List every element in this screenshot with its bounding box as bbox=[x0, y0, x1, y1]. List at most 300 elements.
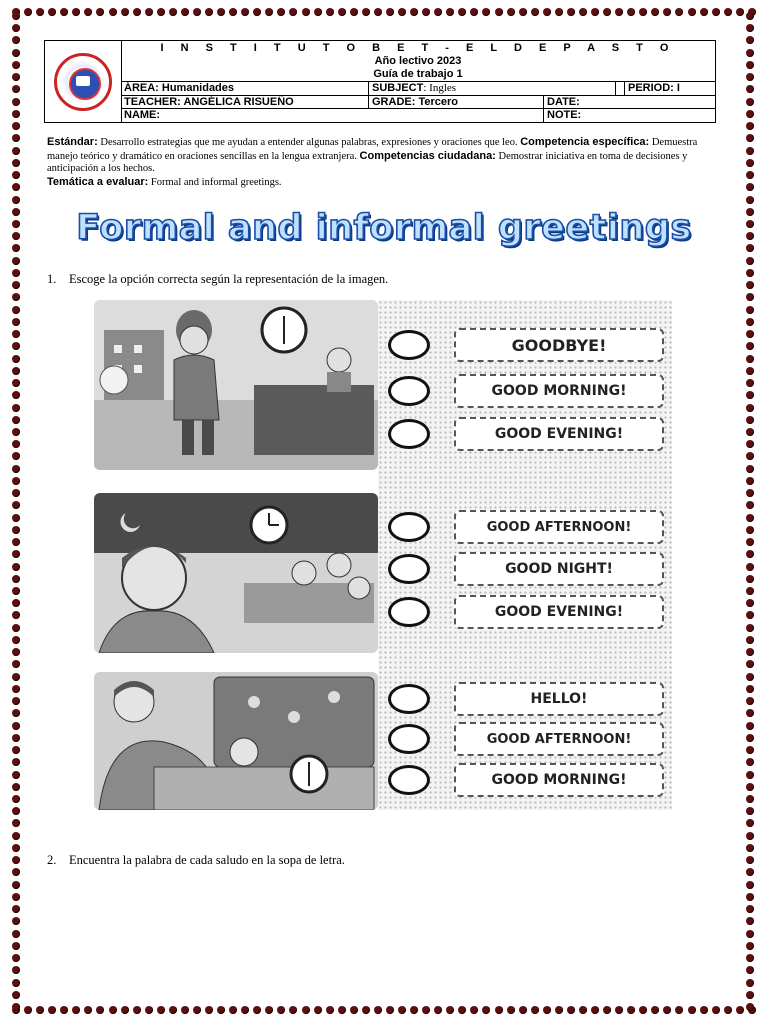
border-dot bbox=[12, 563, 20, 571]
border-dot bbox=[746, 36, 754, 44]
illustrations bbox=[94, 300, 378, 810]
border-dot bbox=[12, 795, 20, 803]
border-dot bbox=[12, 61, 20, 69]
border-dot bbox=[12, 293, 20, 301]
border-dot bbox=[746, 220, 754, 228]
border-dot bbox=[663, 1006, 671, 1014]
border-dot bbox=[60, 1006, 68, 1014]
border-dot bbox=[746, 746, 754, 754]
border-dot bbox=[712, 1006, 720, 1014]
border-dot bbox=[422, 1006, 430, 1014]
border-dot bbox=[746, 856, 754, 864]
option-row[interactable] bbox=[386, 416, 668, 452]
border-dot bbox=[627, 1006, 635, 1014]
border-dot bbox=[12, 844, 20, 852]
border-dot bbox=[746, 599, 754, 607]
border-dot bbox=[169, 8, 177, 16]
border-dot bbox=[746, 991, 754, 999]
border-dot bbox=[398, 8, 406, 16]
question-1: 1. Escoge la opción correcta según la representación de la imagen. bbox=[47, 272, 389, 286]
border-dot bbox=[326, 8, 334, 16]
border-dot bbox=[229, 8, 237, 16]
border-dot bbox=[12, 942, 20, 950]
border-dot bbox=[36, 1006, 44, 1014]
border-dot bbox=[746, 575, 754, 583]
border-dot bbox=[12, 489, 20, 497]
border-dot bbox=[314, 1006, 322, 1014]
border-dot bbox=[253, 8, 261, 16]
border-dot bbox=[746, 183, 754, 191]
border-dot bbox=[12, 893, 20, 901]
border-dot bbox=[746, 844, 754, 852]
note-cell: NOTE: bbox=[547, 109, 582, 121]
border-dot bbox=[746, 306, 754, 314]
border-dot bbox=[12, 232, 20, 240]
border-dot bbox=[12, 624, 20, 632]
border-dot bbox=[12, 587, 20, 595]
border-dot bbox=[12, 134, 20, 142]
border-dot bbox=[12, 1003, 20, 1011]
border-dot bbox=[12, 416, 20, 424]
border-dot bbox=[12, 122, 20, 130]
border-dot bbox=[12, 868, 20, 876]
border-dot bbox=[60, 8, 68, 16]
border-dot bbox=[181, 1006, 189, 1014]
border-dot bbox=[746, 85, 754, 93]
border-dot bbox=[12, 807, 20, 815]
border-dot bbox=[84, 8, 92, 16]
border-dot bbox=[12, 49, 20, 57]
border-dot bbox=[746, 563, 754, 571]
border-dot bbox=[746, 147, 754, 155]
border-dot bbox=[121, 8, 129, 16]
border-dot bbox=[746, 722, 754, 730]
border-dot bbox=[724, 1006, 732, 1014]
border-dot bbox=[746, 428, 754, 436]
border-dot bbox=[746, 134, 754, 142]
border-bottom bbox=[12, 1006, 756, 1016]
border-dot bbox=[746, 330, 754, 338]
border-dot bbox=[746, 24, 754, 32]
option-row[interactable] bbox=[386, 594, 668, 630]
border-dot bbox=[386, 8, 394, 16]
border-dot bbox=[326, 1006, 334, 1014]
border-dot bbox=[746, 979, 754, 987]
border-dot bbox=[96, 1006, 104, 1014]
border-dot bbox=[36, 8, 44, 16]
border-dot bbox=[746, 709, 754, 717]
grade-cell: GRADE: Tercero bbox=[369, 96, 544, 109]
border-dot bbox=[12, 452, 20, 460]
border-dot bbox=[12, 660, 20, 668]
border-dot bbox=[675, 8, 683, 16]
border-dot bbox=[350, 1006, 358, 1014]
border-dot bbox=[12, 159, 20, 167]
border-dot bbox=[482, 8, 490, 16]
border-dot bbox=[434, 1006, 442, 1014]
border-dot bbox=[109, 1006, 117, 1014]
border-dot bbox=[374, 8, 382, 16]
border-dot bbox=[169, 1006, 177, 1014]
border-dot bbox=[746, 501, 754, 509]
border-dot bbox=[12, 611, 20, 619]
border-dot bbox=[746, 917, 754, 925]
border-dot bbox=[48, 8, 56, 16]
border-dot bbox=[398, 1006, 406, 1014]
border-dot bbox=[651, 1006, 659, 1014]
answer-bubble[interactable] bbox=[388, 554, 430, 584]
border-dot bbox=[386, 1006, 394, 1014]
border-dot bbox=[109, 8, 117, 16]
area-cell: ÁREA: Humanidades bbox=[121, 82, 369, 95]
answer-bubble[interactable] bbox=[388, 597, 430, 627]
border-dot bbox=[12, 771, 20, 779]
border-dot bbox=[507, 1006, 515, 1014]
border-dot bbox=[289, 8, 297, 16]
border-dot bbox=[302, 8, 310, 16]
border-dot bbox=[746, 905, 754, 913]
option-label: GOOD MORNING! bbox=[454, 763, 664, 797]
border-dot bbox=[603, 8, 611, 16]
border-dot bbox=[362, 8, 370, 16]
border-dot bbox=[12, 24, 20, 32]
border-dot bbox=[24, 1006, 32, 1014]
border-dot bbox=[746, 367, 754, 375]
school-logo bbox=[54, 53, 112, 111]
border-dot bbox=[746, 807, 754, 815]
border-dot bbox=[338, 8, 346, 16]
border-dot bbox=[446, 8, 454, 16]
border-dot bbox=[746, 355, 754, 363]
border-dot bbox=[12, 783, 20, 791]
border-dot bbox=[746, 966, 754, 974]
matching-exercise bbox=[94, 300, 672, 810]
answer-bubble[interactable] bbox=[388, 376, 430, 406]
border-dot bbox=[12, 758, 20, 766]
border-dot bbox=[12, 514, 20, 522]
border-dot bbox=[241, 8, 249, 16]
border-dot bbox=[688, 1006, 696, 1014]
border-dot bbox=[12, 905, 20, 913]
border-dot bbox=[591, 1006, 599, 1014]
border-dot bbox=[12, 208, 20, 216]
border-dot bbox=[12, 501, 20, 509]
border-dot bbox=[181, 8, 189, 16]
border-dot bbox=[12, 550, 20, 558]
border-dot bbox=[555, 8, 563, 16]
border-dot bbox=[338, 1006, 346, 1014]
border-dot bbox=[746, 232, 754, 240]
border-dot bbox=[193, 1006, 201, 1014]
border-dot bbox=[746, 930, 754, 938]
border-dot bbox=[746, 489, 754, 497]
border-dot bbox=[12, 110, 20, 118]
border-dot bbox=[555, 1006, 563, 1014]
border-dot bbox=[567, 1006, 575, 1014]
border-dot bbox=[12, 917, 20, 925]
border-dot bbox=[746, 477, 754, 485]
border-dot bbox=[72, 8, 80, 16]
border-dot bbox=[470, 1006, 478, 1014]
border-dot bbox=[12, 832, 20, 840]
option-label: GOODBYE! bbox=[454, 328, 664, 362]
option-row[interactable] bbox=[386, 327, 668, 363]
border-dot bbox=[712, 8, 720, 16]
option-label: HELLO! bbox=[454, 682, 664, 716]
border-dot bbox=[12, 673, 20, 681]
border-dot bbox=[12, 709, 20, 717]
border-dot bbox=[615, 8, 623, 16]
border-dot bbox=[688, 8, 696, 16]
answer-bubble[interactable] bbox=[388, 765, 430, 795]
border-dot bbox=[12, 85, 20, 93]
border-dot bbox=[746, 1003, 754, 1011]
border-dot bbox=[217, 1006, 225, 1014]
border-dot bbox=[746, 685, 754, 693]
border-dot bbox=[531, 1006, 539, 1014]
border-dot bbox=[12, 196, 20, 204]
border-dot bbox=[746, 171, 754, 179]
border-dot bbox=[615, 1006, 623, 1014]
border-dot bbox=[746, 281, 754, 289]
border-dot bbox=[746, 673, 754, 681]
border-dot bbox=[519, 1006, 527, 1014]
answer-bubble[interactable] bbox=[388, 684, 430, 714]
option-row[interactable] bbox=[386, 551, 668, 587]
border-dot bbox=[12, 648, 20, 656]
border-dot bbox=[410, 8, 418, 16]
border-dot bbox=[603, 1006, 611, 1014]
border-dot bbox=[746, 624, 754, 632]
border-dot bbox=[12, 734, 20, 742]
border-dot bbox=[12, 440, 20, 448]
border-dot bbox=[746, 208, 754, 216]
border-dot bbox=[48, 1006, 56, 1014]
border-dot bbox=[482, 1006, 490, 1014]
border-dot bbox=[746, 648, 754, 656]
border-dot bbox=[746, 318, 754, 326]
border-dot bbox=[746, 110, 754, 118]
border-dot bbox=[746, 697, 754, 705]
option-label: GOOD MORNING! bbox=[454, 374, 664, 408]
border-dot bbox=[12, 73, 20, 81]
border-dot bbox=[746, 881, 754, 889]
border-dot bbox=[746, 452, 754, 460]
border-dot bbox=[531, 8, 539, 16]
border-dot bbox=[746, 416, 754, 424]
answer-bubble[interactable] bbox=[388, 419, 430, 449]
border-dot bbox=[12, 856, 20, 864]
option-label: GOOD EVENING! bbox=[454, 417, 664, 451]
border-dot bbox=[84, 1006, 92, 1014]
border-dot bbox=[350, 8, 358, 16]
border-dot bbox=[12, 269, 20, 277]
option-row[interactable] bbox=[386, 509, 668, 545]
option-row[interactable] bbox=[386, 373, 668, 409]
border-dot bbox=[746, 538, 754, 546]
border-dot bbox=[495, 1006, 503, 1014]
border-dot bbox=[746, 159, 754, 167]
border-dot bbox=[434, 8, 442, 16]
border-left bbox=[12, 12, 22, 1012]
border-dot bbox=[24, 8, 32, 16]
border-dot bbox=[133, 1006, 141, 1014]
border-dot bbox=[205, 8, 213, 16]
answer-bubble[interactable] bbox=[388, 724, 430, 754]
option-row[interactable] bbox=[386, 721, 668, 757]
border-dot bbox=[217, 8, 225, 16]
border-dot bbox=[746, 893, 754, 901]
border-dot bbox=[746, 293, 754, 301]
border-dot bbox=[700, 1006, 708, 1014]
border-dot bbox=[12, 183, 20, 191]
border-dot bbox=[651, 8, 659, 16]
border-dot bbox=[746, 771, 754, 779]
answer-bubble[interactable] bbox=[388, 512, 430, 542]
border-dot bbox=[567, 8, 575, 16]
border-dot bbox=[12, 636, 20, 644]
border-dot bbox=[12, 819, 20, 827]
border-dot bbox=[12, 575, 20, 583]
border-dot bbox=[374, 1006, 382, 1014]
border-dot bbox=[265, 8, 273, 16]
border-dot bbox=[724, 8, 732, 16]
scene-evening-illustration bbox=[94, 493, 378, 653]
border-dot bbox=[12, 538, 20, 546]
border-dot bbox=[746, 526, 754, 534]
border-dot bbox=[12, 367, 20, 375]
option-row[interactable] bbox=[386, 762, 668, 798]
border-dot bbox=[579, 8, 587, 16]
guide-title: Guía de trabajo 1 bbox=[373, 68, 463, 80]
border-dot bbox=[663, 8, 671, 16]
border-dot bbox=[12, 244, 20, 252]
option-label: GOOD AFTERNOON! bbox=[454, 722, 664, 756]
border-dot bbox=[145, 1006, 153, 1014]
border-dot bbox=[746, 196, 754, 204]
border-dot bbox=[746, 404, 754, 412]
border-dot bbox=[543, 8, 551, 16]
school-year: Año lectivo 2023 bbox=[374, 55, 462, 67]
border-dot bbox=[746, 783, 754, 791]
border-dot bbox=[12, 379, 20, 387]
option-row[interactable] bbox=[386, 681, 668, 717]
border-right bbox=[746, 12, 756, 1012]
border-dot bbox=[746, 636, 754, 644]
period-cell: PERIOD: I bbox=[624, 82, 714, 95]
option-label: GOOD AFTERNOON! bbox=[454, 510, 664, 544]
header-table bbox=[44, 40, 716, 123]
border-dot bbox=[362, 1006, 370, 1014]
border-dot bbox=[591, 8, 599, 16]
border-dot bbox=[12, 954, 20, 962]
border-dot bbox=[507, 8, 515, 16]
border-dot bbox=[519, 8, 527, 16]
border-dot bbox=[241, 1006, 249, 1014]
border-dot bbox=[265, 1006, 273, 1014]
border-dot bbox=[12, 930, 20, 938]
border-dot bbox=[736, 1006, 744, 1014]
border-dot bbox=[12, 342, 20, 350]
border-dot bbox=[746, 49, 754, 57]
border-dot bbox=[746, 379, 754, 387]
border-dot bbox=[639, 8, 647, 16]
border-dot bbox=[746, 660, 754, 668]
date-cell: DATE: bbox=[547, 96, 580, 108]
border-dot bbox=[12, 722, 20, 730]
border-dot bbox=[12, 98, 20, 106]
border-dot bbox=[495, 8, 503, 16]
teacher-cell: TEACHER: ANGÉLICA RISUEÑO bbox=[121, 96, 369, 109]
institution-name: I N S T I T U T O B E T - E L D E P A S T O bbox=[160, 42, 676, 54]
border-dot bbox=[302, 1006, 310, 1014]
option-label: GOOD EVENING! bbox=[454, 595, 664, 629]
border-dot bbox=[121, 1006, 129, 1014]
answer-bubble[interactable] bbox=[388, 330, 430, 360]
border-dot bbox=[12, 147, 20, 155]
border-dot bbox=[736, 8, 744, 16]
border-dot bbox=[157, 1006, 165, 1014]
border-dot bbox=[746, 832, 754, 840]
border-dot bbox=[12, 428, 20, 436]
border-dot bbox=[12, 404, 20, 412]
border-dot bbox=[12, 391, 20, 399]
border-dot bbox=[746, 587, 754, 595]
border-dot bbox=[746, 465, 754, 473]
border-dot bbox=[746, 440, 754, 448]
border-dot bbox=[205, 1006, 213, 1014]
border-dot bbox=[746, 391, 754, 399]
border-dot bbox=[12, 746, 20, 754]
border-dot bbox=[675, 1006, 683, 1014]
standards-paragraph: Estándar: Desarrollo estrategias que me ayudan a entender algunas palabras, expresiones y oraciones que leo. Competencia específica: Demuestra manejo teórico y dramático en oraciones sencillas en la lengua extranjera. Competencias ciudadana: Demostrar iniciativa en toma de decisiones y anticipación a los hechos. Temática a evaluar: Formal and informal greetings. bbox=[47, 136, 698, 188]
question-2: 2. Encuentra la palabra de cada saludo en la sopa de letra. bbox=[47, 853, 345, 867]
border-dot bbox=[746, 73, 754, 81]
border-dot bbox=[229, 1006, 237, 1014]
border-top bbox=[12, 8, 756, 18]
border-dot bbox=[12, 306, 20, 314]
border-dot bbox=[253, 1006, 261, 1014]
border-dot bbox=[12, 526, 20, 534]
border-dot bbox=[289, 1006, 297, 1014]
border-dot bbox=[12, 36, 20, 44]
border-dot bbox=[12, 685, 20, 693]
border-dot bbox=[12, 465, 20, 473]
page-title: Formal and informal greetings bbox=[76, 208, 692, 248]
border-dot bbox=[12, 12, 20, 20]
border-dot bbox=[133, 8, 141, 16]
border-dot bbox=[543, 1006, 551, 1014]
border-dot bbox=[12, 979, 20, 987]
border-dot bbox=[746, 942, 754, 950]
border-dot bbox=[746, 795, 754, 803]
border-dot bbox=[12, 991, 20, 999]
border-dot bbox=[12, 318, 20, 326]
border-dot bbox=[12, 257, 20, 265]
border-dot bbox=[700, 8, 708, 16]
border-dot bbox=[410, 1006, 418, 1014]
scene-night-illustration bbox=[94, 672, 378, 810]
border-dot bbox=[639, 1006, 647, 1014]
subject-cell: SUBJECT: Ingles bbox=[369, 82, 616, 95]
border-dot bbox=[746, 734, 754, 742]
border-dot bbox=[12, 355, 20, 363]
border-dot bbox=[12, 966, 20, 974]
border-dot bbox=[746, 244, 754, 252]
border-dot bbox=[277, 1006, 285, 1014]
border-dot bbox=[314, 8, 322, 16]
border-dot bbox=[458, 8, 466, 16]
